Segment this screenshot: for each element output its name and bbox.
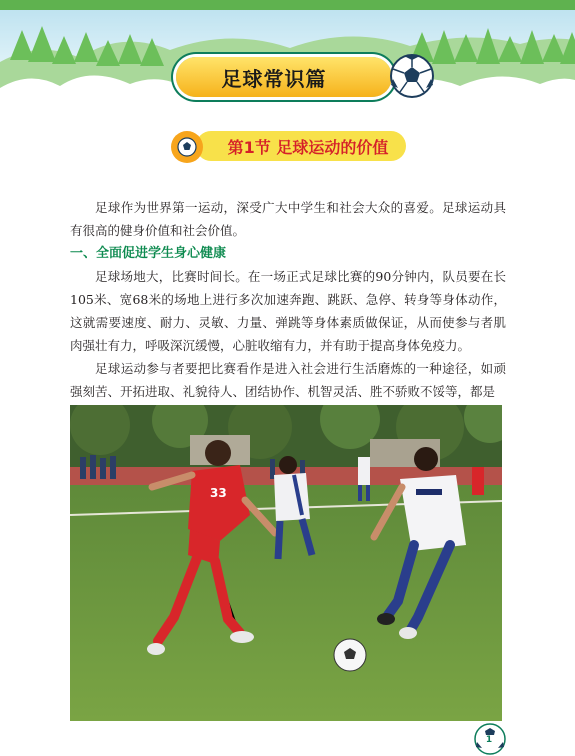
soccer-match-photo [70, 405, 502, 721]
match-illustration [70, 405, 502, 721]
chapter-title-banner [176, 57, 392, 97]
section-ball-icon [170, 130, 204, 164]
subheading: 一、全面促进学生身心健康 [70, 246, 227, 261]
chapter-title: 足球常识篇 [221, 66, 327, 91]
section-title: 第1节 足球运动的价值 [227, 137, 389, 157]
paragraph-1: 足球场地大，比赛时间长。在一场正式足球比赛的90分钟内，队员要在长105米、宽68米的场地上进行多次加速奔跑、跳跃、急停、转身等身体动作，这就需要速度、耐力、灵敏、力量、弹跳等身体素质做保证，从而使参与者肌肉强壮有力，呼吸深沉缓慢，心脏收缩有力，并有助于提高身体免疫力。 [70, 269, 506, 353]
section-heading [170, 131, 410, 165]
soccer-ball-icon [388, 52, 436, 100]
paragraph-2: 足球运动参与者要把比赛看作是进入社会进行生活磨炼的一种途径，如顽强刻苦、开拓进取、礼貌待人、团结协作、机智灵活、胜不骄败不馁等，都是 [70, 361, 506, 399]
section-title-pill [196, 131, 406, 161]
svg-text:33: 33 [210, 486, 227, 500]
article-body [70, 196, 506, 403]
intro-paragraph: 足球作为世界第一运动，深受广大中学生和社会大众的喜爱。足球运动具有很高的健身价值和社会价值。 [70, 200, 506, 238]
page-number: 1 [485, 735, 493, 745]
soccer-ball [334, 639, 366, 671]
